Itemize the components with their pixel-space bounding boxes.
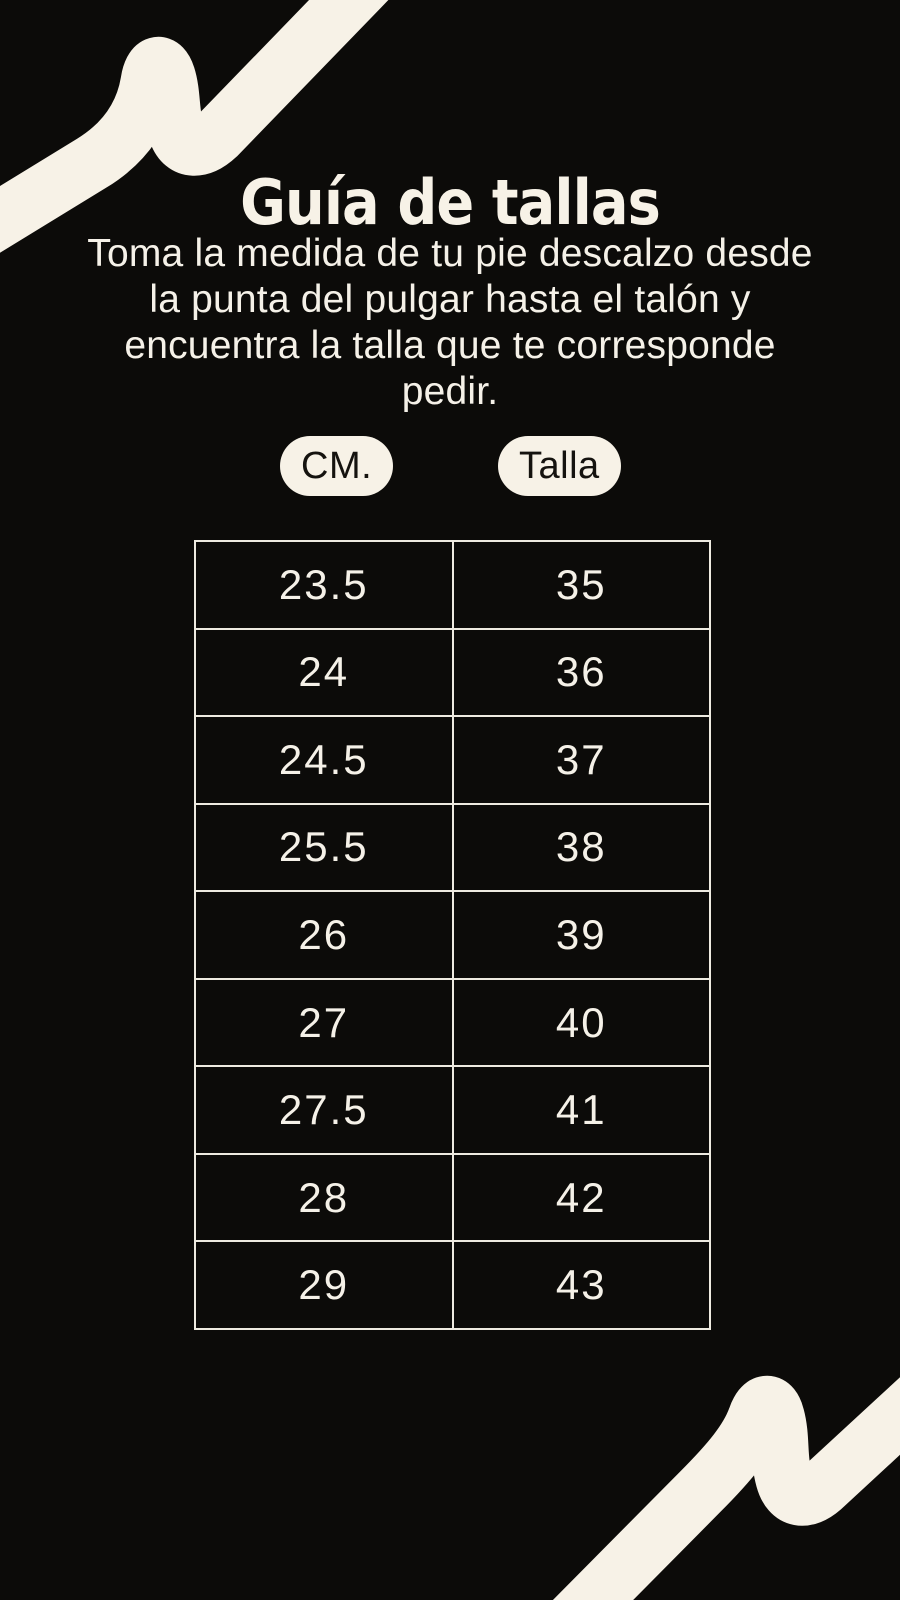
intro-line: la punta del pulgar hasta el talón y <box>149 278 751 321</box>
squiggle-bottom-right-icon <box>492 1344 900 1600</box>
talla-value-cell: 36 <box>453 629 711 717</box>
table-row <box>195 716 710 804</box>
talla-badge-label: Talla <box>519 444 600 487</box>
talla-value-cell: 35 <box>453 541 711 629</box>
talla-value-cell: 37 <box>453 716 711 804</box>
table-row <box>195 979 710 1067</box>
talla-value-cell: 43 <box>453 1241 711 1329</box>
intro-line: pedir. <box>401 370 499 413</box>
cm-value-cell: 27.5 <box>195 1066 453 1154</box>
cm-value-cell: 26 <box>195 891 453 979</box>
talla-value-cell: 42 <box>453 1154 711 1242</box>
cm-badge-label: CM. <box>301 444 373 487</box>
cm-value-cell: 25.5 <box>195 804 453 892</box>
cm-value-cell: 23.5 <box>195 541 453 629</box>
table-row <box>195 1154 710 1242</box>
cm-value-cell: 24 <box>195 629 453 717</box>
cm-value-cell: 24.5 <box>195 716 453 804</box>
intro-line: Toma la medida de tu pie descalzo desde <box>87 232 813 275</box>
talla-value-cell: 40 <box>453 979 711 1067</box>
intro-line: encuentra la talla que te corresponde <box>124 324 776 367</box>
talla-column-badge <box>498 436 621 496</box>
talla-value-cell: 38 <box>453 804 711 892</box>
table-row <box>195 629 710 717</box>
talla-value-cell: 41 <box>453 1066 711 1154</box>
table-row <box>195 1066 710 1154</box>
table-row <box>195 804 710 892</box>
table-row <box>195 1241 710 1329</box>
table-row <box>195 891 710 979</box>
table-row <box>195 541 710 629</box>
cm-value-cell: 29 <box>195 1241 453 1329</box>
intro-paragraph <box>50 231 850 415</box>
size-table <box>194 540 711 1330</box>
cm-value-cell: 27 <box>195 979 453 1067</box>
page-title: Guía de tallas <box>240 165 660 239</box>
cm-column-badge <box>280 436 393 496</box>
cm-value-cell: 28 <box>195 1154 453 1242</box>
talla-value-cell: 39 <box>453 891 711 979</box>
